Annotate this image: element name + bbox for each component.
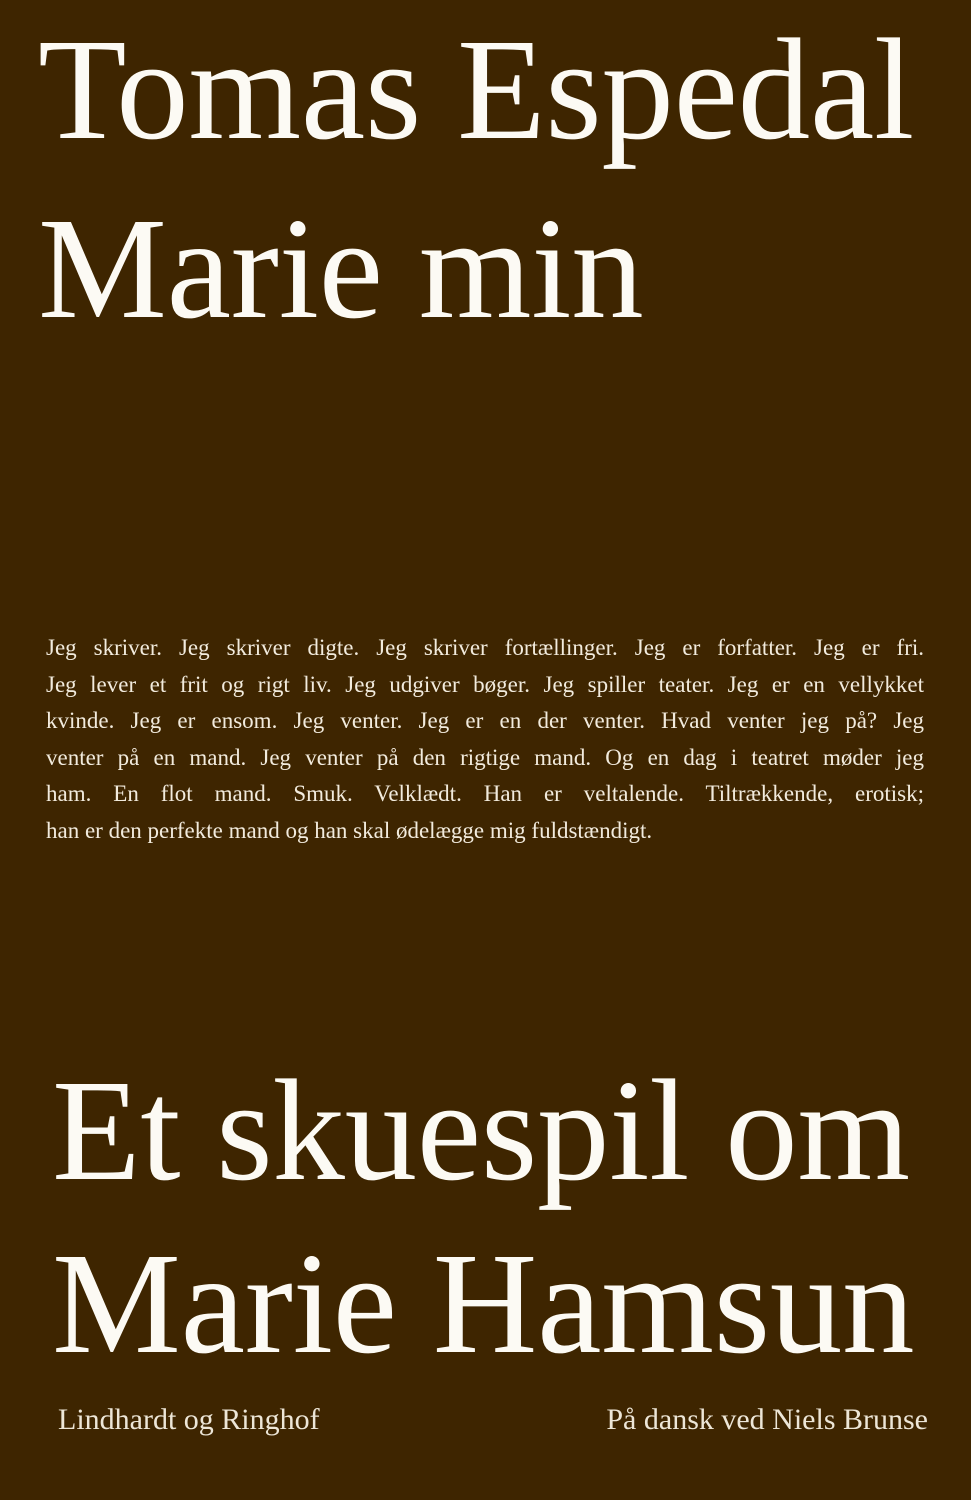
footer-row: [58, 1405, 928, 1435]
subtitle-block: [52, 1045, 951, 1391]
blurb-line: ham. En flot mand. Smuk. Velklædt. Han er veltalende. Tiltrækkende, erotisk;: [46, 781, 924, 807]
blurb-paragraph: [46, 630, 924, 850]
blurb-line: han er den perfekte mand og han skal ødelægge mig fuldstændigt.: [46, 817, 653, 843]
blurb-line: kvinde. Jeg er ensom. Jeg venter. Jeg er en der venter. Hvad venter jeg på? Jeg: [46, 708, 924, 734]
blurb-line: venter på en mand. Jeg venter på den rigtige mand. Og en dag i teatret møder jeg: [46, 744, 924, 770]
subtitle-line-1: Et skuespil om: [52, 1051, 910, 1211]
author-title-block: [38, 1, 951, 359]
translation-credit: På dansk ved Niels Brunse: [606, 1403, 928, 1436]
book-title: Marie min: [38, 189, 644, 349]
subtitle-line-2: Marie Hamsun: [52, 1224, 915, 1384]
blurb-line: Jeg lever et frit og rigt liv. Jeg udgiver bøger. Jeg spiller teater. Jeg er en vellykket: [46, 671, 924, 697]
blurb-line: Jeg skriver. Jeg skriver digte. Jeg skriver fortællinger. Jeg er forfatter. Jeg er fri.: [46, 635, 924, 660]
publisher-name: Lindhardt og Ringhof: [58, 1403, 320, 1436]
author-name: Tomas Espedal: [38, 10, 915, 170]
